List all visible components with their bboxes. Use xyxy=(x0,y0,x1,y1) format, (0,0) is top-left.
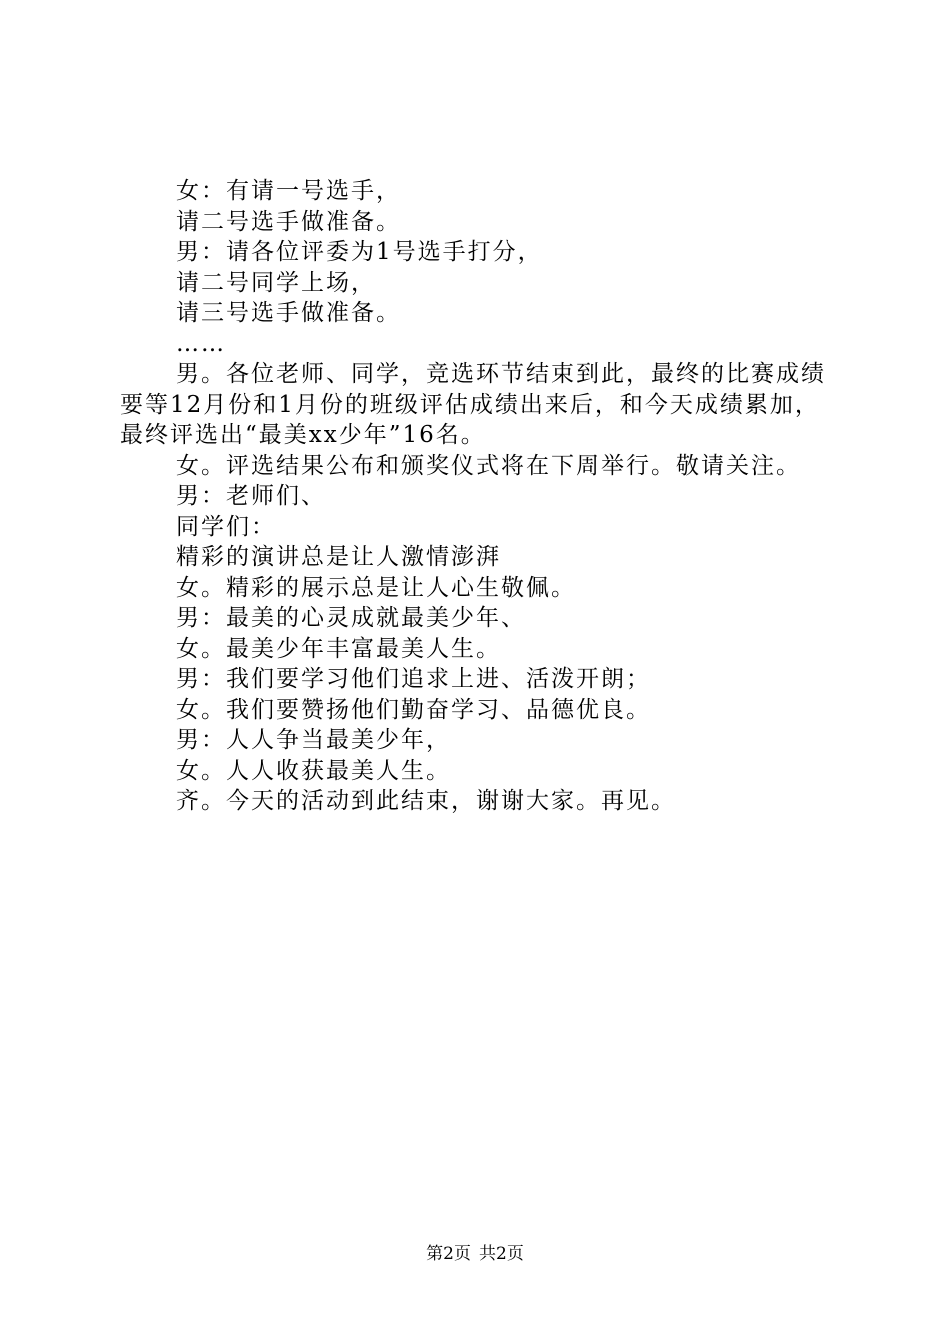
paragraph: 请三号选手做准备。 xyxy=(176,300,401,326)
page-total: 共2页 xyxy=(479,1244,524,1264)
paragraph: 女。评选结果公布和颁奖仪式将在下周举行。敬请关注。 xyxy=(176,452,801,479)
paragraph: 男：老师们、 xyxy=(176,483,326,509)
paragraph: 男：请各位评委为1号选手打分， xyxy=(176,239,543,265)
paragraph: 请二号选手做准备。 xyxy=(176,208,401,235)
page-number: 第2页 xyxy=(426,1244,471,1264)
paragraph: 齐。今天的活动到此结束，谢谢大家。再见。 xyxy=(176,788,676,814)
paragraph: 女。我们要赞扬他们勤奋学习、品德优良。 xyxy=(176,696,651,723)
paragraph: 男：我们要学习他们追求上进、活泼开朗； xyxy=(176,666,651,692)
paragraph: 女。人人收获最美人生。 xyxy=(176,757,451,784)
paragraph: 请二号同学上场， xyxy=(176,269,376,296)
page-footer xyxy=(0,1243,950,1265)
paragraph: 女。最美少年丰富最美人生。 xyxy=(176,635,501,662)
paragraph: 男：最美的心灵成就最美少年、 xyxy=(176,605,526,631)
paragraph: 女：有请一号选手， xyxy=(176,178,401,204)
paragraph: 男。各位老师、同学，竞选环节结束到此，最终的比赛成绩要等12月份和1月份的班级评估成绩出来后，和今天成绩累加，最终评选出“最美xx少年”16名。 xyxy=(120,361,826,448)
paragraph: 同学们： xyxy=(176,513,276,540)
paragraph: 男：人人争当最美少年， xyxy=(176,727,451,753)
paragraph: 女。精彩的展示总是让人心生敬佩。 xyxy=(176,574,576,601)
paragraph: …… xyxy=(176,330,226,357)
paragraph: 精彩的演讲总是让人激情澎湃 xyxy=(176,544,501,570)
document-body xyxy=(120,176,832,817)
